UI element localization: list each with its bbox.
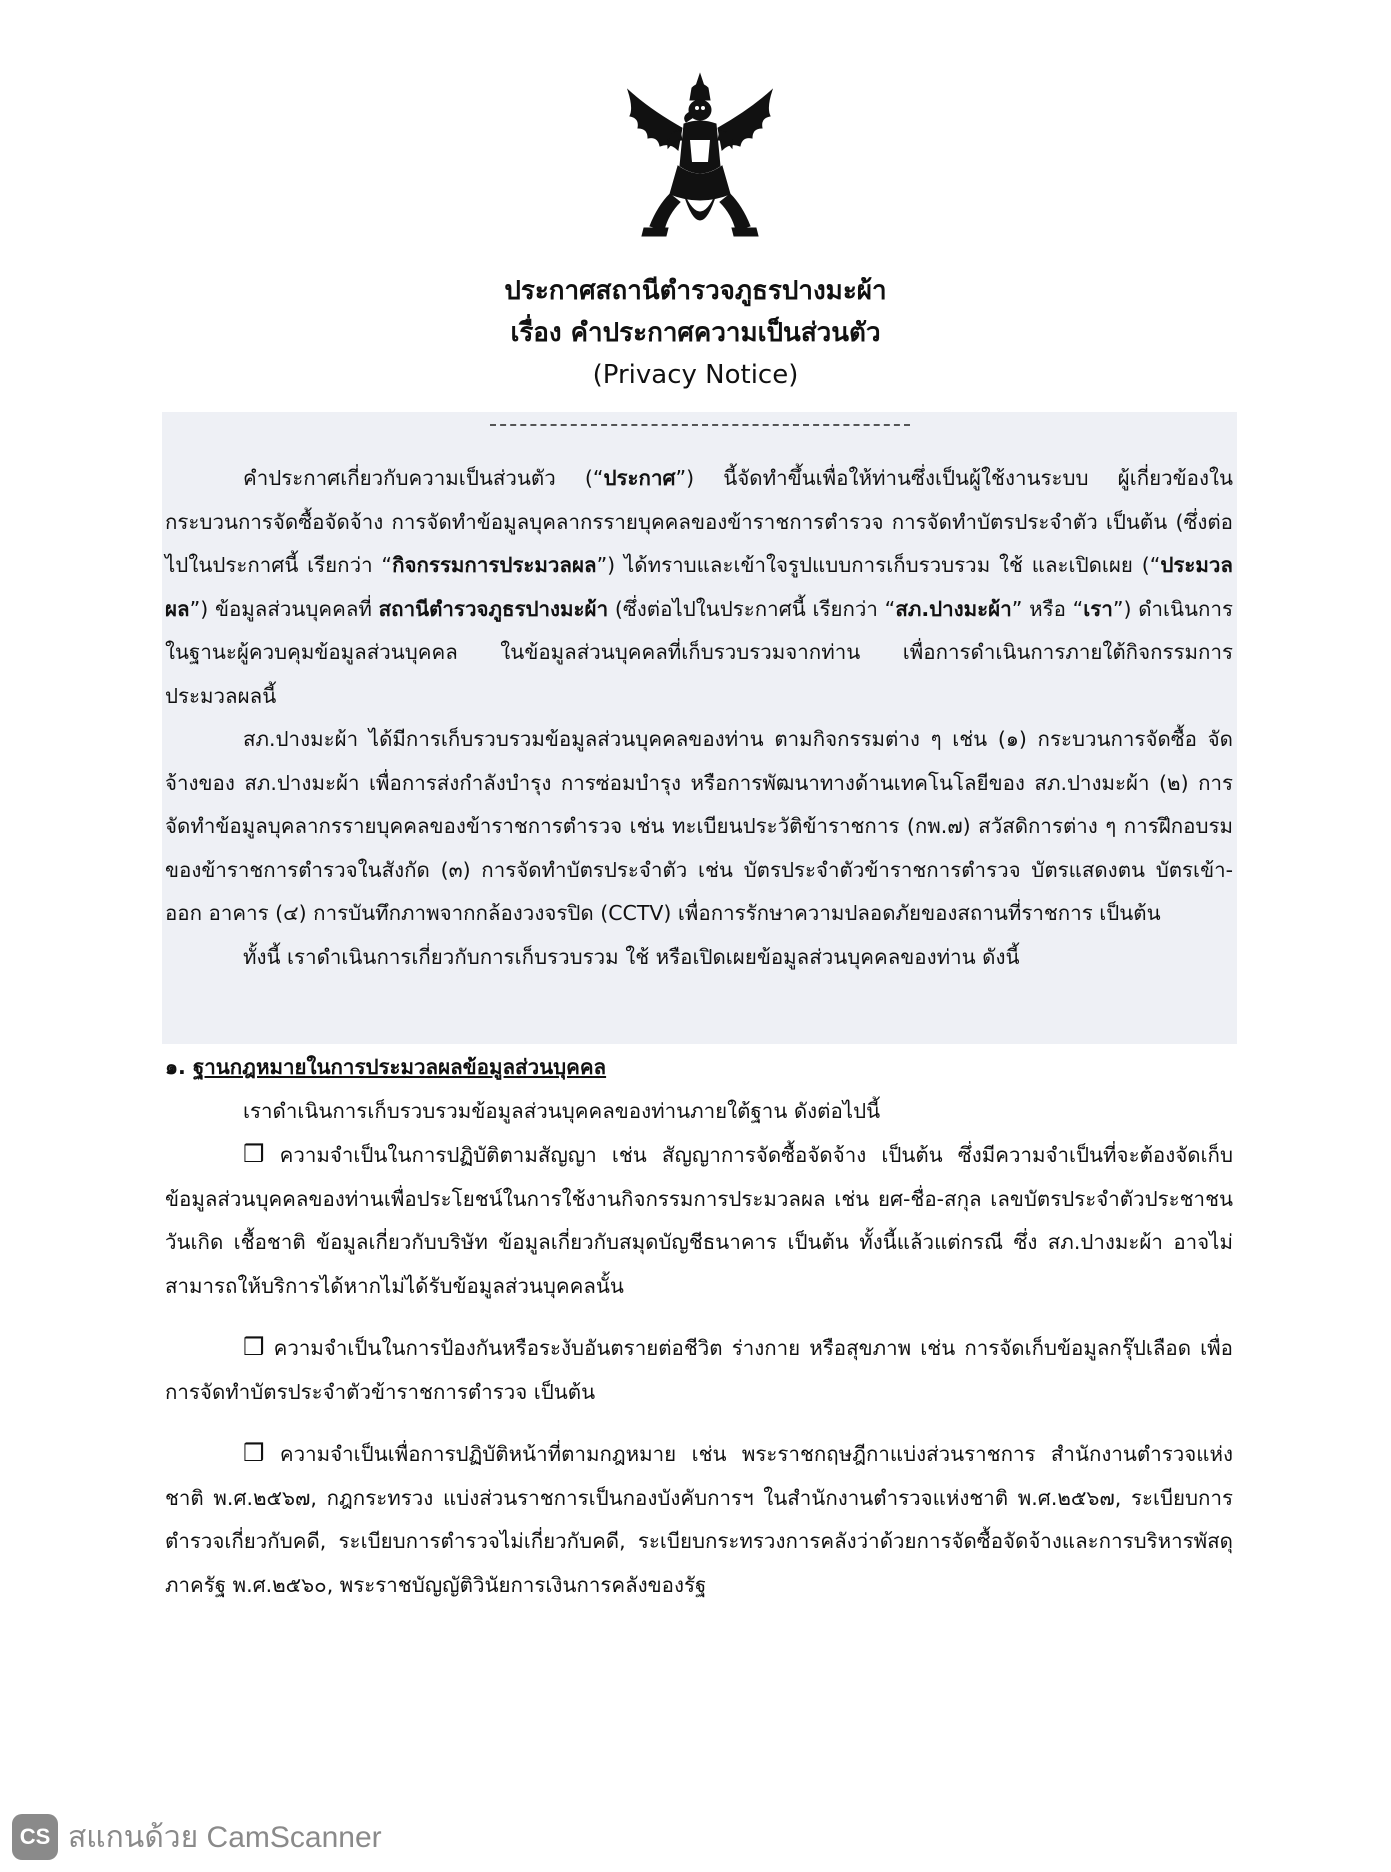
- section-1-lead: เราดำเนินการเก็บรวบรวมข้อมูลส่วนบุคคลของท่านภายใต้ฐาน ดังต่อไปนี้: [243, 1098, 881, 1123]
- scanner-watermark: [12, 1812, 382, 1862]
- intro-section: [165, 457, 1233, 979]
- checkbox-icon: ❒: [243, 1333, 265, 1361]
- intro-paragraph-1: คำประกาศเกี่ยวกับความเป็นส่วนตัว (“ประกาศ”) นี้จัดทำขึ้นเพื่อให้ท่านซึ่งเป็นผู้ใช้งานระบบ ผู้เกี่ยวข้องในกระบวนการจัดซื้อจัดจ้าง การจัดทำข้อมูลบุคลากรรายบุคคลของข้าราชการตำรวจ การจัดทำบัตรประจำตัว เป็นต้น (ซึ่งต่อไปในประกาศนี้ เรียกว่า “กิจกรรมการประมวลผล”) ได้ทราบและเข้าใจรูปแบบการเก็บรวบรวม ใช้ และเปิดเผย (“ประมวลผล”) ข้อมูลส่วนบุคคลที่ สถานีตำรวจภูธรปางมะผ้า (ซึ่งต่อไปในประกาศนี้ เรียกว่า “สภ.ปางมะผ้า” หรือ “เรา”) ดำเนินการ ในฐานะผู้ควบคุมข้อมูลส่วนบุคคล ในข้อมูลส่วนบุคคลที่เก็บรวบรวมจากท่าน เพื่อการดำเนินการภายใต้กิจกรรมการประมวลผลนี้: [165, 466, 1233, 708]
- legal-basis-item: ❒ ความจำเป็นเพื่อการปฏิบัติหน้าที่ตามกฎหมาย เช่น พระราชกฤษฎีกาแบ่งส่วนราชการ สำนักงานตำรวจแห่งชาติ พ.ศ.๒๕๖๗, กฎกระทรวง แบ่งส่วนราชการเป็นกองบังคับการฯ ในสำนักงานตำรวจแห่งชาติ พ.ศ.๒๕๖๗, ระเบียบการตำรวจเกี่ยวกับคดี, ระเบียบการตำรวจไม่เกี่ยวกับคดี, ระเบียบกระทรวงการคลังว่าด้วยการจัดซื้อจัดจ้างและการบริหารพัสดุภาครัฐ พ.ศ.๒๕๖๐, พระราชบัญญัติวินัยการเงินการคลังของรัฐ: [165, 1439, 1233, 1597]
- title-line-3: (Privacy Notice): [592, 360, 799, 390]
- dashed-separator: [490, 424, 910, 426]
- section-1: [165, 1046, 1233, 1607]
- garuda-emblem: [620, 70, 780, 240]
- camscanner-logo-icon: CS: [12, 1814, 58, 1860]
- section-1-heading: ๑. ฐานกฎหมายในการประมวลผลข้อมูลส่วนบุคคล: [165, 1055, 607, 1079]
- intro-paragraph-3: ทั้งนี้ เราดำเนินการเกี่ยวกับการเก็บรวบรวม ใช้ หรือเปิดเผยข้อมูลส่วนบุคคลของท่าน ดังนี้: [243, 944, 1020, 969]
- intro-paragraph-2: สภ.ปางมะผ้า ได้มีการเก็บรวบรวมข้อมูลส่วนบุคคลของท่าน ตามกิจกรรมต่าง ๆ เช่น (๑) กระบวนการจัดซื้อ จัดจ้างของ สภ.ปางมะผ้า เพื่อการส่งกำลังบำรุง การซ่อมบำรุง หรือการพัฒนาทางด้านเทคโนโลยีของ สภ.ปางมะผ้า (๒) การจัดทำข้อมูลบุคลากรรายบุคคลของข้าราชการตำรวจ เช่น ทะเบียนประวัติข้าราชการ (กพ.๗) สวัสดิการต่าง ๆ การฝึกอบรมของข้าราชการตำรวจในสังกัด (๓) การจัดทำบัตรประจำตัว เช่น บัตรประจำตัวข้าราชการตำรวจ บัตรแสดงตน บัตรเข้า-ออก อาคาร (๔) การบันทึกภาพจากกล้องวงจรปิด (CCTV) เพื่อการรักษาความปลอดภัยของสถานที่ราชการ เป็นต้น: [165, 727, 1233, 925]
- document-heading: [0, 270, 1391, 396]
- watermark-text: สแกนด้วย CamScanner: [68, 1820, 382, 1854]
- checkbox-icon: ❒: [243, 1140, 265, 1168]
- legal-basis-item: ❒ ความจำเป็นในการปฏิบัติตามสัญญา เช่น สัญญาการจัดซื้อจัดจ้าง เป็นต้น ซึ่งมีความจำเป็นที่จะต้องจัดเก็บข้อมูลส่วนบุคคลของท่านเพื่อประโยชน์ในการใช้งานกิจกรรมการประมวลผล เช่น ยศ-ชื่อ-สกุล เลขบัตรประจำตัวประชาชน วันเกิด เชื้อชาติ ข้อมูลเกี่ยวกับบริษัท ข้อมูลเกี่ยวกับสมุดบัญชีธนาคาร เป็นต้น ทั้งนี้แล้วแต่กรณี ซึ่ง สภ.ปางมะผ้า อาจไม่สามารถให้บริการได้หากไม่ได้รับข้อมูลส่วนบุคคลนั้น: [165, 1140, 1233, 1298]
- checkbox-icon: ❒: [243, 1439, 265, 1467]
- title-line-1: ประกาศสถานีตำรวจภูธรปางมะผ้า: [504, 276, 887, 306]
- title-line-2: เรื่อง คำประกาศความเป็นส่วนตัว: [510, 318, 881, 348]
- legal-basis-item: ❒ ความจำเป็นในการป้องกันหรือระงับอันตรายต่อชีวิต ร่างกาย หรือสุขภาพ เช่น การจัดเก็บข้อมูลกรุ๊ปเลือด เพื่อการจัดทำบัตรประจำตัวข้าราชการตำรวจ เป็นต้น: [165, 1333, 1233, 1404]
